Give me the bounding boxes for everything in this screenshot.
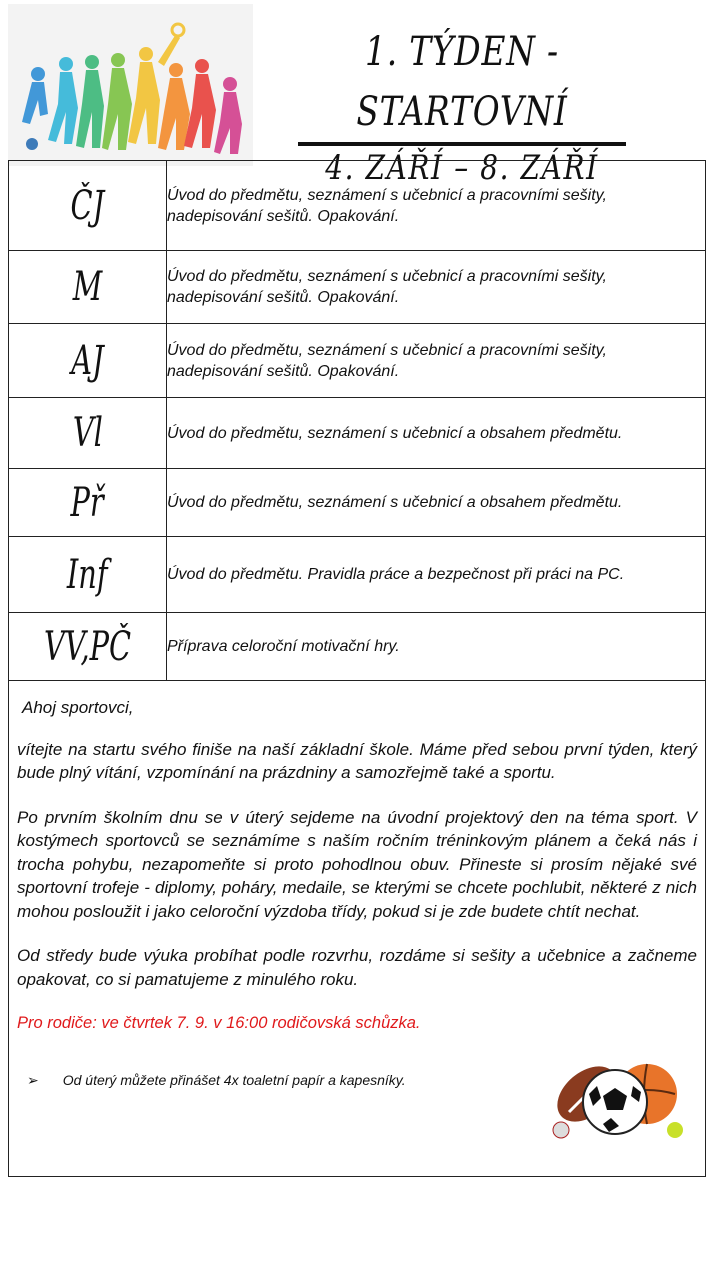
- description-cell: Úvod do předmětu. Pravidla práce a bezpečnost při práci na PC.: [167, 537, 706, 613]
- table-row: [9, 469, 706, 537]
- page-title: 1. TÝDEN - STARTOVNÍ: [298, 22, 626, 146]
- parents-note: Pro rodiče: ve čtvrtek 7. 9. v 16:00 rodičovská schůzka.: [17, 1014, 421, 1032]
- subject-cell: ČJ: [9, 161, 167, 251]
- description-cell: Příprava celoroční motivační hry.: [167, 613, 706, 681]
- bullet-text: Od úterý můžete přinášet 4x toaletní papír a kapesníky.: [62, 1071, 406, 1088]
- letter-paragraph: vítejte na startu svého finiše na naší základní škole. Máme před sebou první týden, který bude plný vítání, vzpomínání na prázdniny a samozřejmě také a sportu.: [17, 739, 697, 782]
- table-row: [9, 398, 706, 469]
- subject-cell: Př: [9, 469, 167, 537]
- description-cell: Úvod do předmětu, seznámení s učebnicí a pracovními sešity, nadepisování sešitů. Opakování.: [167, 251, 706, 324]
- letter-greeting: Ahoj sportovci,: [22, 698, 134, 717]
- letter-paragraph: Po prvním školním dnu se v úterý sejdeme na úvodní projektový den na téma sport. V kostýmech sportovců se seznámíme s naším ročním tréninkovým plánem a čeká nás i trocha pohybu, nezapomeňte si proto pohodlnou obuv. Přineste si prosím nějaké své sportovní trofeje - diplomy, poháry, medaile, se kterými se chcete pochlubit, některé z nich mohou posloužit i jako celoroční výzdoba třídy, pokud si je zde budete chtít nechat.: [17, 807, 697, 921]
- subject-cell: VV,PČ: [9, 613, 167, 681]
- subject-cell: Vl: [9, 398, 167, 469]
- sports-figures-icon: [8, 4, 253, 166]
- description-cell: Úvod do předmětu, seznámení s učebnicí a obsahem předmětu.: [167, 469, 706, 537]
- table-row: [9, 251, 706, 324]
- table-row: [9, 161, 706, 251]
- subject-cell: AJ: [9, 324, 167, 398]
- table-row: [9, 613, 706, 681]
- balls-icon: [547, 1046, 687, 1146]
- table-row: [9, 324, 706, 398]
- sports-silhouettes-image: [8, 4, 253, 166]
- week-dates: 4. ZÁŘÍ – 8. ZÁŘÍ: [325, 148, 599, 188]
- description-cell: Úvod do předmětu, seznámení s učebnicí a pracovními sešity, nadepisování sešitů. Opakování.: [167, 324, 706, 398]
- subject-cell: Inf: [9, 537, 167, 613]
- letter-paragraph: Od středy bude výuka probíhat podle rozvrhu, rozdáme si sešity a učebnice a začneme opakovat, co si pamatujeme z minulého roku.: [17, 946, 697, 989]
- description-cell: Úvod do předmětu, seznámení s učebnicí a pracovními sešity, nadepisování sešitů. Opakování.: [167, 161, 706, 251]
- sports-balls-image: [547, 1046, 687, 1146]
- table-row: [9, 537, 706, 613]
- subject-schedule-table: [8, 160, 706, 681]
- subject-cell: M: [9, 251, 167, 324]
- description-cell: Úvod do předmětu, seznámení s učebnicí a obsahem předmětu.: [167, 398, 706, 469]
- arrow-bullet-icon: ➢: [27, 1071, 39, 1088]
